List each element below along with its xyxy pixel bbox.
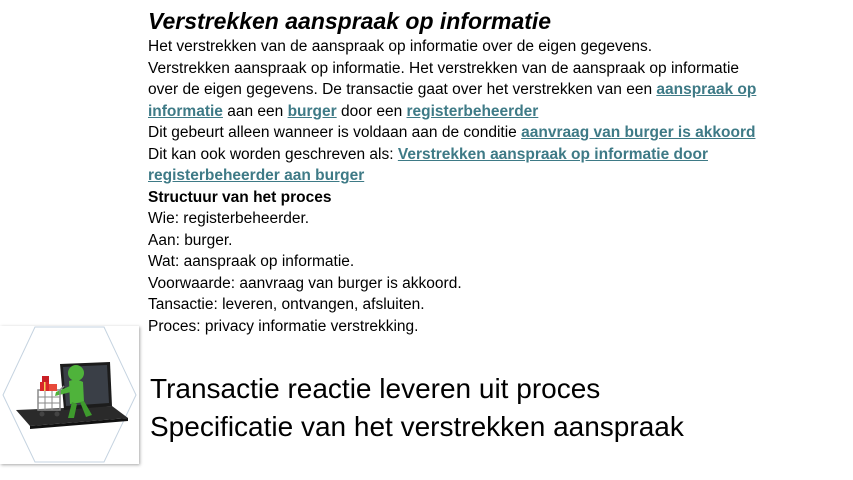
structure-transactie: Tansactie: leveren, ontvangen, afsluiten.: [148, 296, 425, 313]
structure-aan: Aan: burger.: [148, 231, 233, 249]
footer-line-2: Specificatie van het verstrekken aanspraak: [150, 411, 684, 442]
text-door-een: door een: [336, 102, 407, 120]
structure-proces: Proces: privacy informatie verstrekking.: [148, 317, 419, 335]
condition-line: [148, 122, 838, 144]
link-burger[interactable]: burger: [287, 102, 337, 120]
thumbnail-image: [0, 326, 139, 464]
link-alternative-statement-cont[interactable]: registerbeheerder aan burger: [148, 167, 365, 184]
description-text: over de eigen gegevens. De transactie gaat over het verstrekken van een: [148, 81, 657, 98]
intro-text: Het verstrekken van de aanspraak op informatie over de eigen gegevens.: [148, 38, 653, 55]
link-aanspraak-op-informatie-cont[interactable]: informatie: [148, 102, 223, 120]
link-registerbeheerder[interactable]: registerbeheerder: [406, 102, 539, 120]
main-content: [148, 6, 838, 337]
page-title: Verstrekken aanspraak op informatie: [148, 8, 552, 34]
condition-text: Dit gebeurt alleen wanneer is voldaan aan de conditie: [148, 124, 522, 141]
structure-wie: Wie: registerbeheerder.: [148, 210, 310, 227]
description-line-3: [148, 101, 838, 123]
link-alternative-statement[interactable]: Verstrekken aanspraak op informatie door: [397, 145, 708, 163]
structure-wat: Wat: aanspraak op informatie.: [148, 253, 355, 270]
structure-heading: Structuur van het proces: [148, 188, 332, 206]
description-line-2: [148, 79, 838, 101]
link-aanspraak-op-informatie[interactable]: aanspraak op: [656, 81, 757, 98]
footer-text: [150, 370, 684, 446]
structure-voorwaarde: Voorwaarde: aanvraag van burger is akkoord.: [148, 274, 462, 292]
alternative-text: Dit kan ook worden geschreven als:: [148, 145, 398, 163]
alternative-line-1: [148, 144, 838, 166]
description-line-1: Verstrekken aanspraak op informatie. Het verstrekken van de aanspraak op informatie: [148, 59, 740, 77]
text-aan-een: aan een: [222, 102, 288, 120]
link-aanvraag-akkoord[interactable]: aanvraag van burger is akkoord: [521, 124, 756, 141]
alternative-line-2: [148, 165, 838, 187]
laptop-shopping-cart-figure-icon: [0, 326, 139, 464]
footer-line-1: Transactie reactie leveren uit proces: [150, 373, 601, 404]
